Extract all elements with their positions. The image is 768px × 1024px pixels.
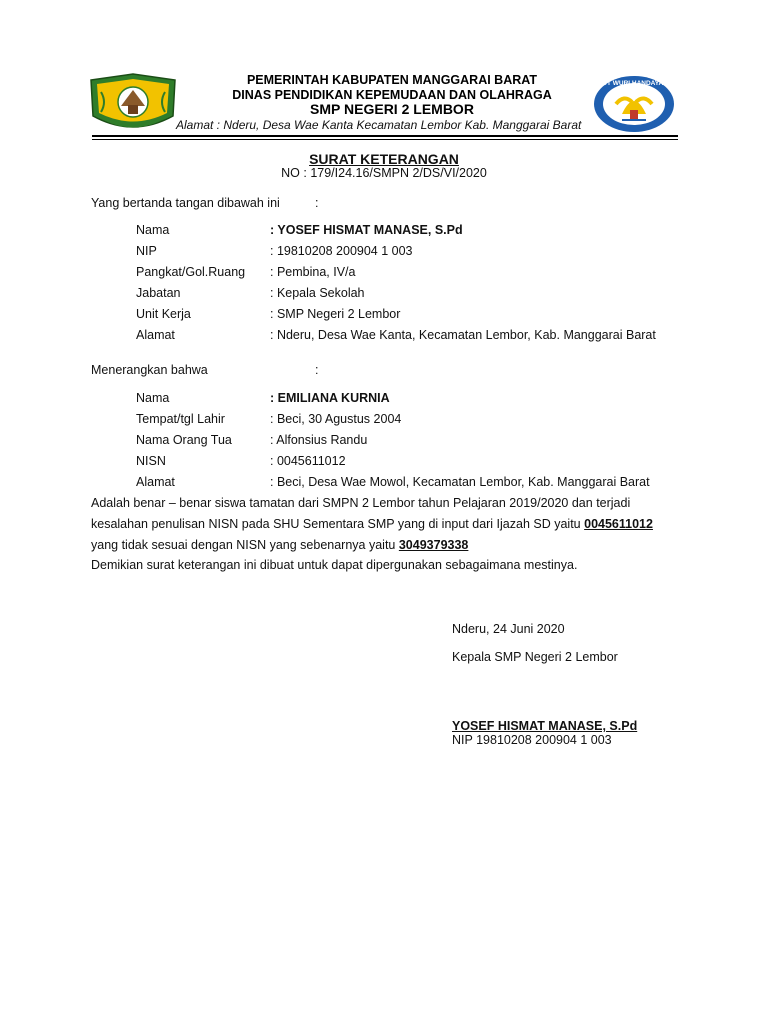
- logo-lettering: TUT WURI HANDAYANI: [598, 80, 670, 87]
- student-value-birth: : Beci, 30 Agustus 2004: [270, 412, 402, 426]
- document-number: NO : 179/I24.16/SMPN 2/DS/VI/2020: [281, 166, 487, 180]
- intro-text: Yang bertanda tangan dibawah ini: [91, 196, 280, 210]
- intro-colon: :: [315, 196, 319, 210]
- body-line-2: [91, 517, 653, 531]
- student-value-parent: : Alfonsius Randu: [270, 433, 368, 447]
- header-department: DINAS PENDIDIKAN KEPEMUDAAN DAN OLAHRAGA: [232, 88, 552, 102]
- student-value-nisn: : 0045611012: [270, 454, 346, 468]
- signer-value-nip: : 19810208 200904 1 003: [270, 244, 413, 258]
- signer-label-name: Nama: [136, 223, 170, 237]
- body-line-3: [91, 538, 468, 552]
- body-line-1: Adalah benar – benar siswa tamatan dari SMPN 2 Lembor tahun Pelajaran 2019/2020 dan terjadi: [91, 496, 631, 510]
- signature-place-date: Nderu, 24 Juni 2020: [452, 622, 565, 636]
- signer-value-name: : YOSEF HISMAT MANASE, S.Pd: [270, 223, 463, 237]
- signer-value-unit: : SMP Negeri 2 Lembor: [270, 307, 401, 321]
- states-colon: :: [315, 363, 319, 377]
- regency-emblem-logo: [87, 72, 179, 134]
- student-label-address: Alamat: [136, 475, 175, 489]
- student-value-address: : Beci, Desa Wae Mowol, Kecamatan Lembor, Kab. Manggarai Barat: [270, 475, 650, 489]
- signer-label-address: Alamat: [136, 328, 175, 342]
- body-line-3-text: yang tidak sesuai dengan NISN yang sebenarnya yaitu: [91, 538, 396, 552]
- student-label-name: Nama: [136, 391, 170, 405]
- signature-name: YOSEF HISMAT MANASE, S.Pd: [452, 719, 638, 733]
- body-line-2-text: kesalahan penulisan NISN pada SHU Sementara SMP yang di input dari Ijazah SD yaitu: [91, 517, 581, 531]
- header-rule-thin: [92, 139, 678, 140]
- signer-label-unit: Unit Kerja: [136, 307, 191, 321]
- closing-text: Demikian surat keterangan ini dibuat untuk dapat dipergunakan sebagaimana mestinya.: [91, 558, 578, 572]
- student-label-parent: Nama Orang Tua: [136, 433, 232, 447]
- student-label-nisn: NISN: [136, 454, 166, 468]
- wrong-nisn: 0045611012: [584, 517, 653, 531]
- signer-value-position: : Kepala Sekolah: [270, 286, 365, 300]
- signer-label-rank: Pangkat/Gol.Ruang: [136, 265, 246, 279]
- header-school: SMP NEGERI 2 LEMBOR: [310, 101, 474, 117]
- signature-position: Kepala SMP Negeri 2 Lembor: [452, 650, 618, 664]
- signer-value-rank: : Pembina, IV/a: [270, 265, 356, 279]
- signature-nip: NIP 19810208 200904 1 003: [452, 733, 612, 747]
- correct-nisn: 3049379338: [398, 538, 469, 552]
- signer-label-position: Jabatan: [136, 286, 181, 300]
- header-government: PEMERINTAH KABUPATEN MANGGARAI BARAT: [246, 73, 538, 87]
- document-title: SURAT KETERANGAN: [309, 151, 459, 167]
- states-text: Menerangkan bahwa: [91, 363, 208, 377]
- header-address: Alamat : Nderu, Desa Wae Kanta Kecamatan Lembor Kab. Manggarai Barat: [176, 118, 582, 132]
- header-rule-thick: [92, 135, 678, 137]
- student-label-birth: Tempat/tgl Lahir: [136, 412, 225, 426]
- signer-value-address: : Nderu, Desa Wae Kanta, Kecamatan Lembor, Kab. Manggarai Barat: [270, 328, 656, 342]
- signer-label-nip: NIP: [136, 244, 157, 258]
- student-value-name: : EMILIANA KURNIA: [270, 391, 390, 405]
